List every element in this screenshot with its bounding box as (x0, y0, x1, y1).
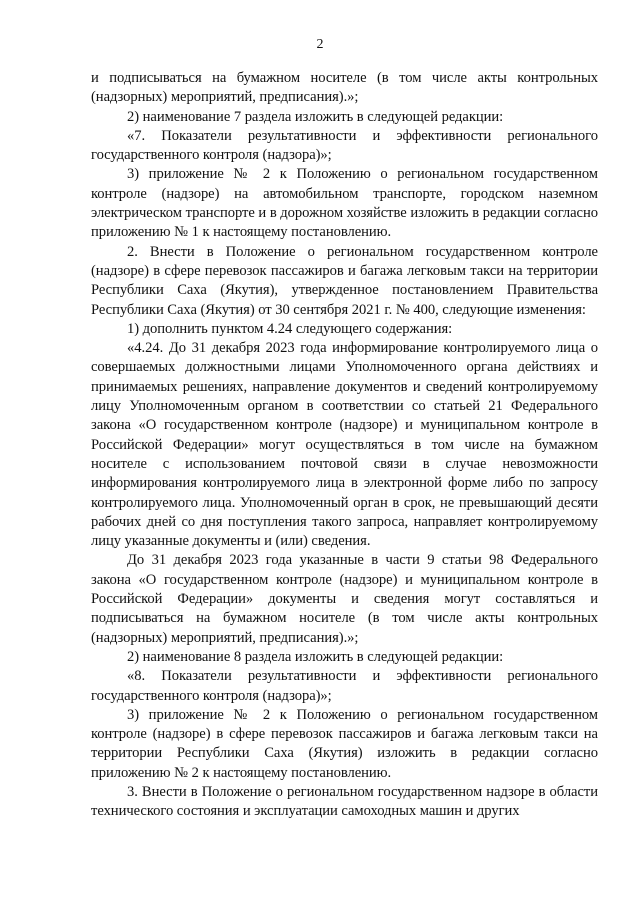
page-number: 2 (316, 37, 324, 52)
paragraph-section-8-title: «8. Показатели результативности и эффективности регионального государственного контроля (надзора)»; (91, 668, 598, 704)
paragraph-continuation: и подписываться на бумажном носителе (в том числе акты контрольных (надзорных) мероприятий, предписания).»; (91, 70, 598, 106)
paragraph-item-3-appendix-2: 3) приложение № 2 к Положению о региональном государственном контроле (надзоре) в сфере перевозок пассажиров и багажа легковым такси на территории Республики Саха (Якутия) изложить в редакции согласно приложению № 2 к настоящему постановлению. (91, 706, 598, 781)
paragraph-clause-4-24: «4.24. До 31 декабря 2023 года информирование контролируемого лица о совершаемых должностными лицами Уполномоченного органа действиях и принимаемых решениях, направление документов и сведений контролируемому лицу Уполномоченным органом в соответствии со статьей 21 Федерального закона «О государственном контроле (надзоре) и муниципальном контроле в Российской Федерации» могут осуществляться в том числе на бумажном носителе с использованием почтовой связи в случае невозможности информирования контролируемого лица в электронной форме либо по запросу контролируемого лица. Уполномоченный орган в срок, не превышающий десяти рабочих дней со дня поступления такого запроса, направляет контролируемому лицу указанные документы и (или) сведения. (91, 340, 598, 550)
document-body (91, 69, 598, 822)
paragraph-item-2-section-7: 2) наименование 7 раздела изложить в следующей редакции: (127, 108, 504, 125)
paragraph-clause-2-taxi: 2. Внести в Положение о региональном государственном контроле (надзоре) в сфере перевозок пассажиров и багажа легковым такси на территории Республики Саха (Якутия), утвержденное постановлением Правительства Республики Саха (Якутия) от 30 сентября 2021 г. № 400, следующие изменения: (91, 243, 598, 318)
paragraph-section-7-title: «7. Показатели результативности и эффективности регионального государственного контроля (надзора)»; (91, 127, 598, 164)
paragraph-clause-4-24-continued: До 31 декабря 2023 года указанные в части 9 статьи 98 Федерального закона «О государственном контроле (надзоре) и муниципальном контроле в Российской Федерации» документы и сведения могут составляться и подписываться на бумажном носителе (в том числе акты контрольных (надзорных) мероприятий, предписания).»; (91, 552, 598, 646)
paragraph-item-2-section-8: 2) наименование 8 раздела изложить в следующей редакции: (127, 648, 504, 665)
paragraph-clause-3-machines: 3. Внести в Положение о региональном государственном надзоре в области технического состояния и эксплуатации самоходных машин и других (91, 783, 598, 820)
paragraph-item-1-add-4-24: 1) дополнить пунктом 4.24 следующего содержания: (127, 320, 453, 337)
paragraph-item-3-appendix-1: 3) приложение № 2 к Положению о региональном государственном контроле (надзоре) на автомобильном транспорте, городском наземном электрическом транспорте и в дорожном хозяйстве изложить в редакции согласно приложению № 1 к настоящему постановлению. (91, 166, 598, 241)
